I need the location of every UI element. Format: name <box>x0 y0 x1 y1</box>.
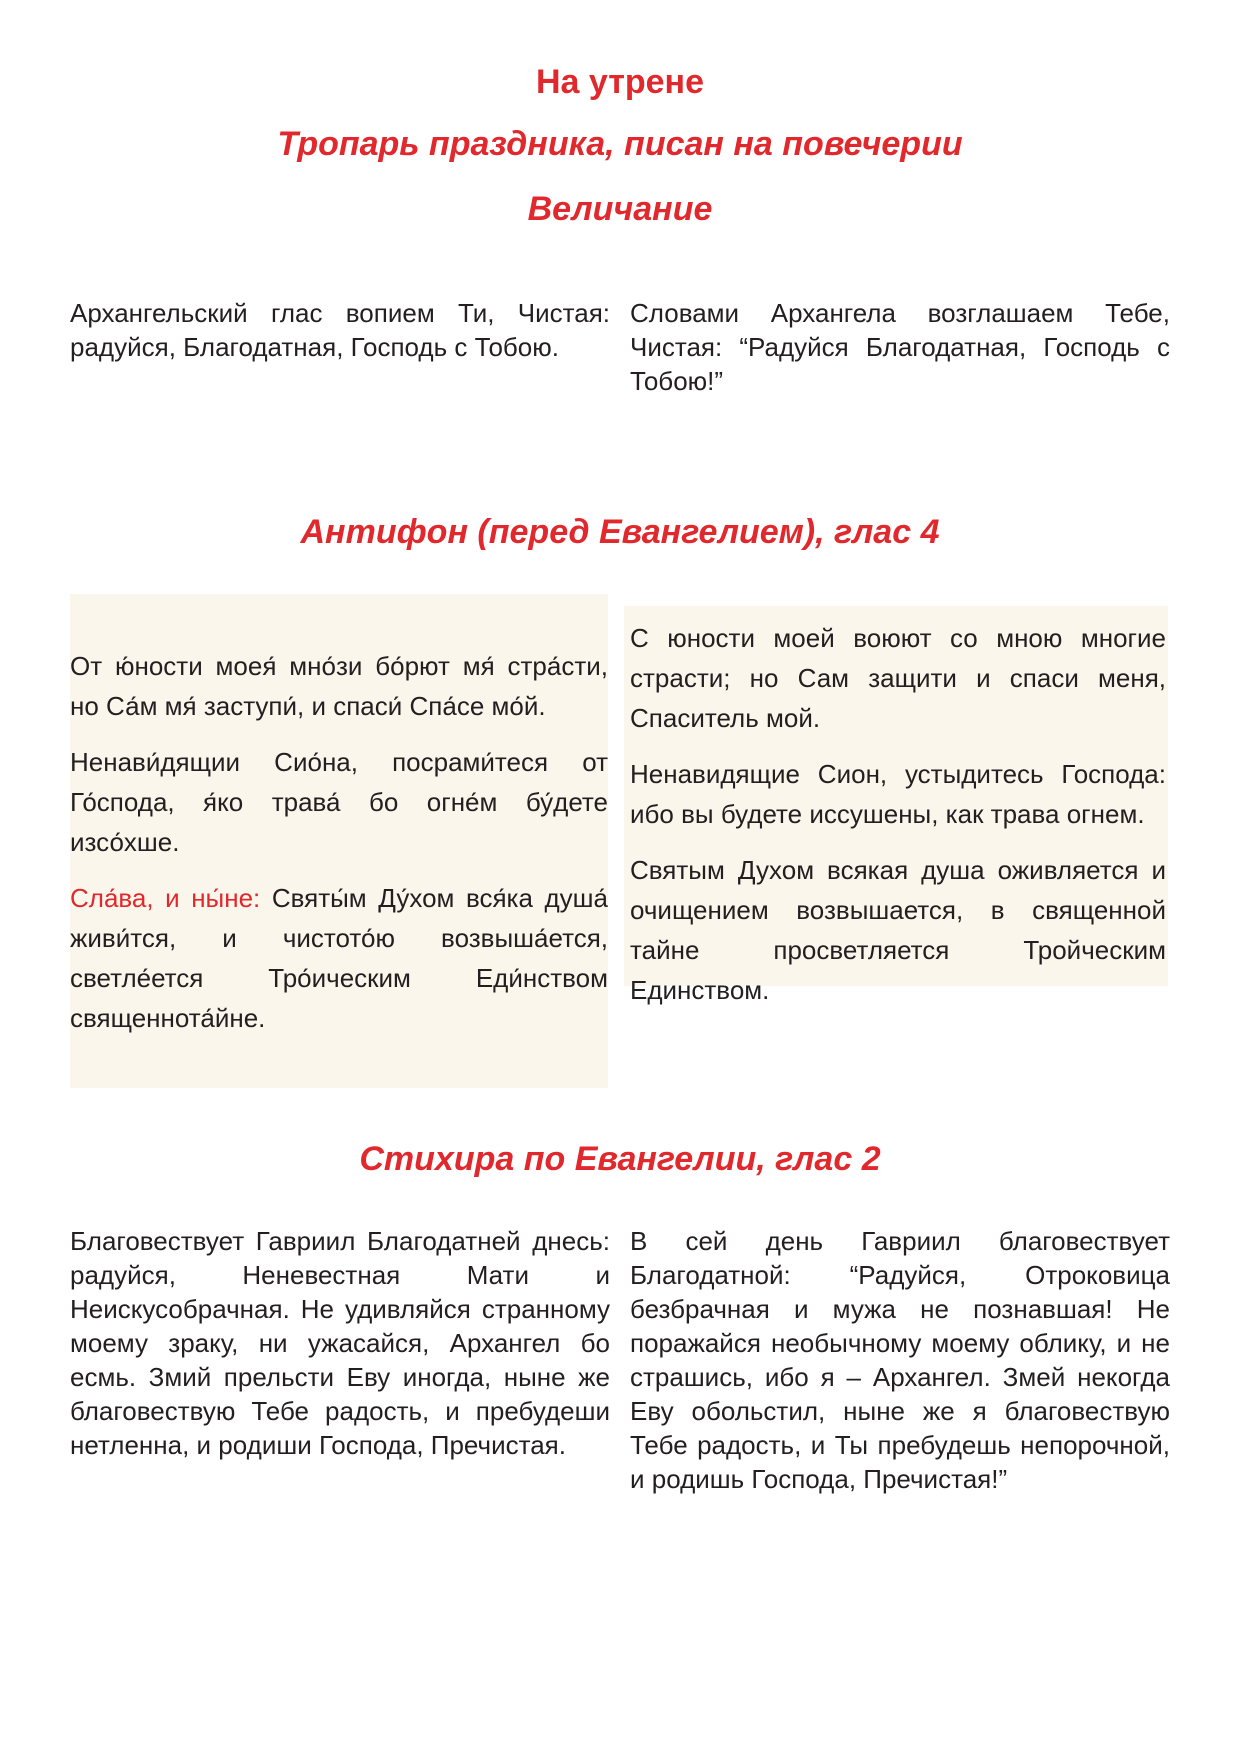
heading-sticheron: Стихира по Евангелии, глас 2 <box>359 1140 881 1178</box>
sticheron-slavonic: Благовествует Гавриил Благодатней днесь: радуйся, Неневестная Мати и Неискусобрачная. Не удивляйся странному моему зраку, ни ужасайся, Архангел бо есмь. Змий прельсти Еву иногда, ныне же благовествую Тебе радость, и пребудеши нетленна, и родиши Господа, Пречистая. <box>70 1226 610 1460</box>
antiphon-russian-verse-1: С юности моей воюют со мною многие страсти; но Сам защити и спаси меня, Спаситель мой. <box>630 623 1166 733</box>
heading-matins: На утрене <box>535 63 704 101</box>
antiphon-russian <box>630 618 1166 1026</box>
antiphon-slavonic <box>70 646 608 1054</box>
antiphon-russian-verse-3: Святым Духом всякая душа оживляется и очищением возвышается, в священной тайне просветляется Тройческим Единством. <box>630 855 1166 1005</box>
glory-rubric: Сла́ва, и ны́не: <box>70 883 261 913</box>
antiphon-russian-verse-2: Ненавидящие Сион, устыдитесь Господа: ибо вы будете иссушены, как трава огнем. <box>630 759 1166 829</box>
antiphon-slavonic-verse-1: От ю́ности моея́ мно́зи бо́рют мя́ стра́сти, но Са́м мя́ заступи́, и спаси́ Спа́се мо́й. <box>70 651 608 721</box>
antiphon-slavonic-verse-3: Сла́ва, и ны́не: Святы́м Ду́хом вся́ка душа́ живи́тся, и чистото́ю возвыша́ется, светле́ется Тро́ическим Еди́нством священнота́йне. <box>70 883 608 1033</box>
heading-antiphon: Антифон (перед Евангелием), глас 4 <box>300 513 940 551</box>
heading-troparion: Тропарь праздника, писан на повечерии <box>277 125 963 163</box>
sticheron-russian: В сей день Гавриил благовествует Благодатной: “Радуйся, Отроковица безбрачная и мужа не познавшая! Не поражайся необычному моему облику, и не страшись, ибо я – Архангел. Змей некогда Еву обольстил, ныне же я благовествую Тебе радость, и Ты пребудешь непорочной, и родишь Господа, Пречистая!” <box>630 1226 1170 1494</box>
heading-magnification: Величание <box>527 190 713 228</box>
antiphon-slavonic-verse-2: Ненави́дящии Сио́на, посрами́теся от Го́спода, я́ко трава́ бо огне́м бу́дете изсо́хше. <box>70 747 608 857</box>
magnification-slavonic: Архангельский глас вопием Ти, Чистая: радуйся, Благодатная, Господь с Тобою. <box>70 298 610 362</box>
magnification-russian: Словами Архангела возглашаем Тебе, Чистая: “Радуйся Благодатная, Господь с Тобою!” <box>630 298 1170 396</box>
